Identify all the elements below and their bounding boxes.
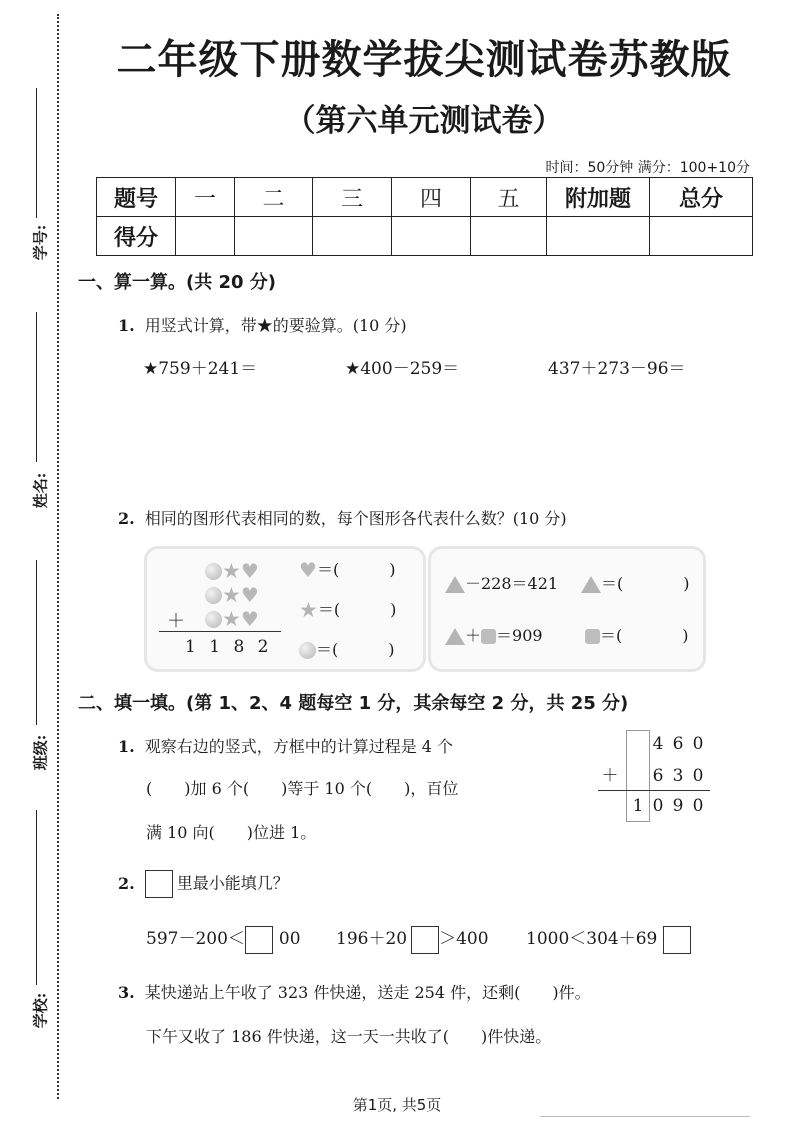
shape-row [205, 559, 259, 583]
expr-text: 196＋20 [336, 929, 408, 949]
digit: 3 [672, 766, 684, 786]
score-cell[interactable] [392, 217, 471, 256]
answer-box[interactable] [245, 926, 273, 954]
xuehao-label: 学号: [31, 224, 50, 261]
sq-equation-text: ＝909 [496, 626, 543, 645]
s2-q1-line3: 满 10 向( )位进 1。 [146, 823, 317, 842]
triangle-shape-icon [445, 628, 465, 645]
s2-q1-line1 [118, 734, 453, 757]
banji-line [36, 560, 37, 725]
sq-equation [445, 623, 543, 646]
s2-q2-expr2 [336, 924, 489, 954]
star-shape-icon: ★ [299, 598, 318, 622]
section1-title: 一、算一算。(共 20 分) [78, 272, 277, 293]
digit: 0 [692, 734, 704, 754]
score-cell[interactable] [471, 217, 547, 256]
star-shape-icon: ★ [222, 607, 241, 631]
s1-q1 [118, 313, 407, 336]
heart-shape-icon: ♥ [240, 607, 259, 631]
eq-open: ＝( [601, 574, 624, 593]
s2-q3-line2: 下午又收了 186 件快递，这一天一共收了( )件快递。 [146, 1027, 552, 1046]
s1-q2 [118, 506, 567, 529]
s2-q2-text: 里最小能填几？ [176, 873, 289, 893]
s1-q1-text: 用竖式计算，带★的要验算。(10 分) [144, 316, 407, 335]
eq-open: ＝( [316, 560, 340, 579]
score-cell[interactable] [650, 217, 753, 256]
s2-q1-line2: ( )加 6 个( )等于 10 个( )，百位 [146, 779, 459, 798]
s2-q3-line1 [118, 980, 591, 1003]
digit: 6 [652, 766, 664, 786]
heart-shape-icon: ♥ [240, 583, 259, 607]
binding-dashed-line [57, 14, 59, 1099]
heart-answer [299, 557, 395, 580]
s1-q1-expr2: ★400－259＝ [345, 359, 460, 379]
circle-shape-icon [205, 611, 222, 628]
tri-equation-text: －228＝421 [465, 574, 559, 593]
square-shape-icon [585, 629, 600, 644]
digit: 4 [652, 734, 664, 754]
score-header-cell: 二 [235, 178, 313, 217]
eq-open: ＝( [316, 640, 339, 659]
xingming-label: 姓名: [31, 472, 50, 509]
circle-answer [299, 637, 395, 660]
score-header-cell: 五 [471, 178, 547, 217]
sum-line [598, 790, 710, 791]
triangle-shape-icon [445, 576, 465, 593]
score-header-cell: 题号 [97, 178, 176, 217]
eq-close: ) [683, 574, 690, 593]
sq-answer [585, 623, 689, 646]
score-row-label: 得分 [97, 217, 176, 256]
sum-value: 1 1 8 2 [185, 637, 273, 657]
score-header-cell: 四 [392, 178, 471, 217]
eq-open: ＝( [317, 600, 341, 619]
expr-text: 1000＜304＋69 [526, 929, 658, 949]
vertical-addition [596, 730, 710, 822]
expr-text: 00 [278, 929, 301, 949]
sum-line [159, 631, 281, 632]
circle-shape-icon [299, 642, 316, 659]
expr-text: 597－200＜ [146, 929, 245, 949]
s2-q1-num: 1. [118, 737, 135, 756]
score-header-cell: 一 [176, 178, 235, 217]
score-cell[interactable] [176, 217, 235, 256]
expr-text: ＞400 [439, 929, 489, 949]
s1-q2-num: 2. [118, 509, 135, 528]
eq-close: ) [388, 640, 395, 659]
s2-q2-expr1 [146, 924, 301, 954]
s2-q1-text1: 观察右边的竖式，方框中的计算过程是 4 个 [144, 737, 454, 756]
digit: 1 [632, 796, 644, 816]
page-title: 二年级下册数学拔尖测试卷苏教版 [116, 37, 732, 83]
heart-shape-icon: ♥ [240, 559, 259, 583]
score-row [97, 217, 753, 256]
shape-row [205, 607, 259, 631]
eq-close: ) [682, 626, 689, 645]
score-table [96, 177, 753, 256]
digit: 0 [692, 796, 704, 816]
s1-q1-expr3: 437＋273－96＝ [548, 359, 686, 379]
digit: 0 [652, 796, 664, 816]
xuexiao-line [36, 810, 37, 985]
triangle-shape-icon [581, 576, 601, 593]
score-header-row [97, 178, 753, 217]
answer-box[interactable] [411, 926, 439, 954]
score-cell[interactable] [313, 217, 392, 256]
shape-row [205, 583, 259, 607]
digit: 0 [692, 766, 704, 786]
footer-rule [540, 1116, 750, 1117]
s2-q2-num: 2. [118, 873, 135, 893]
xingming-line [36, 312, 37, 462]
page-subtitle: （第六单元测试卷） [284, 103, 564, 139]
shape-puzzle-left [144, 546, 426, 672]
heart-shape-icon: ♥ [299, 558, 317, 582]
plus-sign: ＋ [465, 626, 482, 645]
s2-q2 [118, 870, 289, 898]
score-cell[interactable] [235, 217, 313, 256]
score-header-cell: 三 [313, 178, 392, 217]
digit: 6 [672, 734, 684, 754]
xuexiao-label: 学校: [31, 992, 50, 1029]
shape-puzzle-right [428, 546, 706, 672]
digit: 9 [672, 796, 684, 816]
star-shape-icon: ★ [222, 559, 241, 583]
plus-sign: ＋ [167, 611, 185, 632]
eq-close: ) [389, 560, 396, 579]
score-header-cell: 总分 [650, 178, 753, 217]
circle-shape-icon [205, 563, 222, 580]
plus-sign: ＋ [601, 766, 619, 786]
exam-meta: 时间：50分钟 满分：100+10分 [545, 160, 750, 176]
s1-q2-text: 相同的图形代表相同的数，每个图形各代表什么数？(10 分) [144, 509, 567, 528]
s1-q1-num: 1. [118, 316, 135, 335]
square-shape-icon [481, 629, 496, 644]
star-shape-icon: ★ [222, 583, 241, 607]
circle-shape-icon [205, 587, 222, 604]
page-footer: 第1页, 共5页 [352, 1096, 442, 1114]
s2-q3-text1: 某快递站上午收了 323 件快递，送走 254 件，还剩( )件。 [144, 983, 591, 1002]
tri-equation [445, 571, 558, 594]
eq-close: ) [390, 600, 397, 619]
answer-box[interactable] [663, 926, 691, 954]
eq-open: ＝( [600, 626, 623, 645]
tri-answer [581, 571, 690, 594]
score-cell[interactable] [547, 217, 650, 256]
banji-label: 班级: [31, 734, 50, 771]
s2-q2-expr3 [526, 924, 691, 954]
s2-q3-num: 3. [118, 983, 135, 1002]
star-answer [299, 597, 396, 620]
s1-q1-expr1: ★759＋241＝ [143, 359, 258, 379]
score-header-cell: 附加题 [547, 178, 650, 217]
answer-box[interactable] [145, 870, 173, 898]
section2-title: 二、填一填。(第 1、2、4 题每空 1 分，其余每空 2 分，共 25 分) [78, 693, 629, 714]
